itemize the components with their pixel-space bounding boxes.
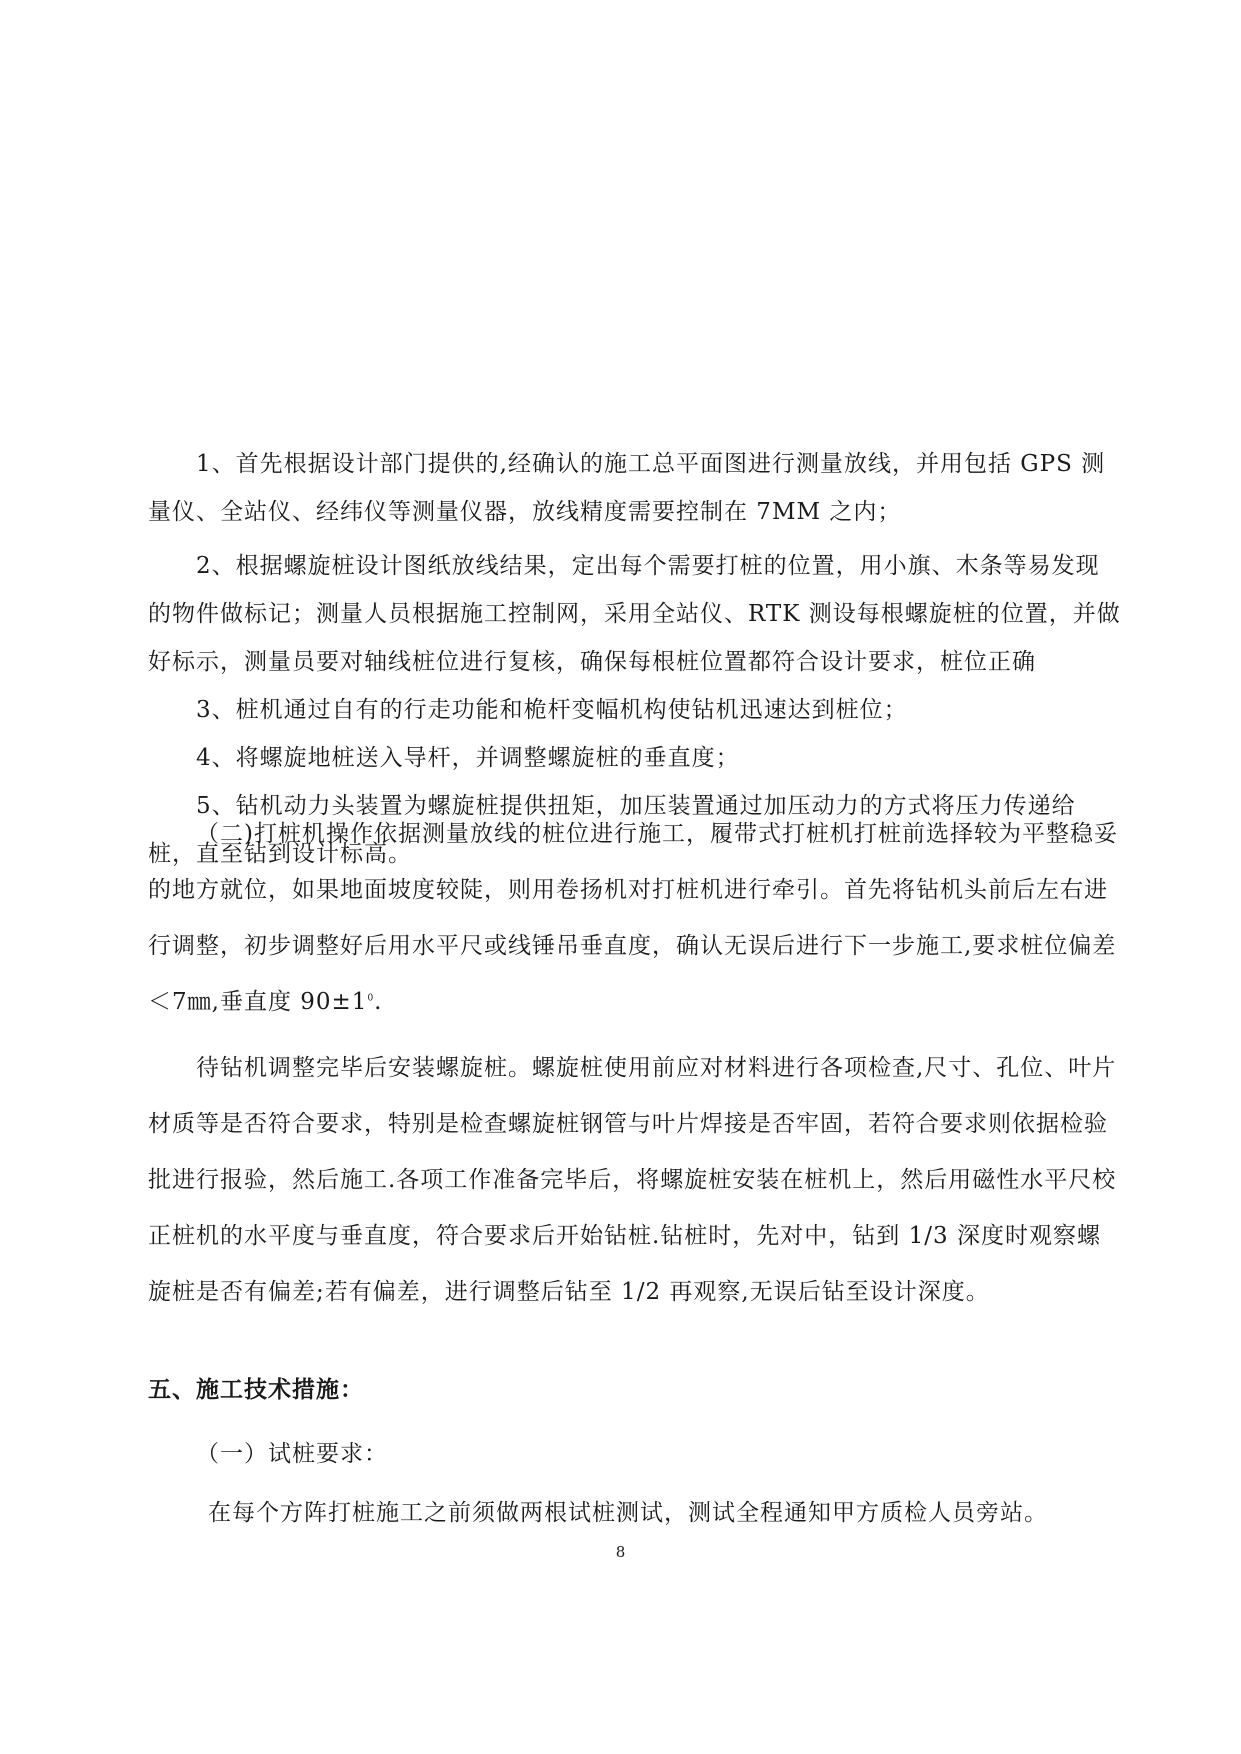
step-2-text: 2、根据螺旋桩设计图纸放线结果，定出每个需要打桩的位置，用小旗、木条等易发现的物件做标记；测量人员根据施工控制网，采用全站仪、RTK 测设每根螺旋桩的位置，并做好标示，测量员要对轴线桩位进行复核，确保每根桩位置都符合设计要求，桩位正确 xyxy=(148,553,1121,675)
section-heading-text: 五、施工技术措施： xyxy=(148,1376,364,1403)
installation-text: 待钻机调整完毕后安装螺旋桩。螺旋桩使用前应对材料进行各项检查,尺寸、孔位、叶片材质等是否符合要求，特别是检查螺旋桩钢管与叶片焊接是否牢固，若符合要求则依据检验批进行报验，然后施工.各项工作准备完毕后，将螺旋桩安装在桩机上，然后用磁性水平尺校正桩机的水平度与垂直度，符合要求后开始钻桩.钻桩时，先对中，钻到 1/3 深度时观察螺旋桩是否有偏差;若有偏差，进行调整后钻至 1/2 再观察,无误后钻至设计深度。 xyxy=(148,1055,1117,1305)
step-1-text: 1、首先根据设计部门提供的,经确认的施工总平面图进行测量放线，并用包括 GPS 测量仪、全站仪、经纬仪等测量仪器，放线精度需要控制在 7MM 之内； xyxy=(148,451,1106,525)
test-pile-paragraph xyxy=(148,1489,1123,1537)
step-4-text: 4、将螺旋地桩送入导杆，并调整螺旋桩的垂直度； xyxy=(196,745,740,771)
step-5-text: 5、钻机动力头装置为螺旋桩提供扭矩，加压装置通过加压动力的方式将压力传递给桩，直至钻到设计标高。 xyxy=(148,793,1076,867)
step-3-text: 3、桩机通过自有的行走功能和桅杆变幅机构使钻机迅速达到桩位； xyxy=(196,697,908,723)
operation-text-end: . xyxy=(374,989,383,1015)
step-1-paragraph xyxy=(148,440,1123,536)
test-pile-text: 在每个方阵打桩施工之前须做两根试桩测试，测试全程通知甲方质检人员旁站。 xyxy=(208,1500,1048,1526)
pile-driver-operation-text xyxy=(148,806,1123,1030)
installation-paragraph xyxy=(148,1040,1123,1320)
degree-superscript: 0 xyxy=(367,993,375,1004)
page-number: 8 xyxy=(615,1543,626,1561)
subsection-heading xyxy=(148,1430,1123,1478)
operation-text-main: （二)打桩机操作依据测量放线的桩位进行施工，履带式打桩机打桩前选择较为平整稳妥的地方就位，如果地面坡度较陡，则用卷扬机对打桩机进行牵引。首先将钻机头前后左右进行调整，初步调整好后用水平尺或线锤吊垂直度，确认无误后进行下一步施工,要求桩位偏差＜7㎜,垂直度 90±1 xyxy=(148,821,1118,1015)
section-heading xyxy=(148,1370,1123,1410)
subsection-heading-text: （一）试桩要求： xyxy=(196,1441,388,1467)
pile-driver-operation-paragraph xyxy=(148,806,1123,1030)
